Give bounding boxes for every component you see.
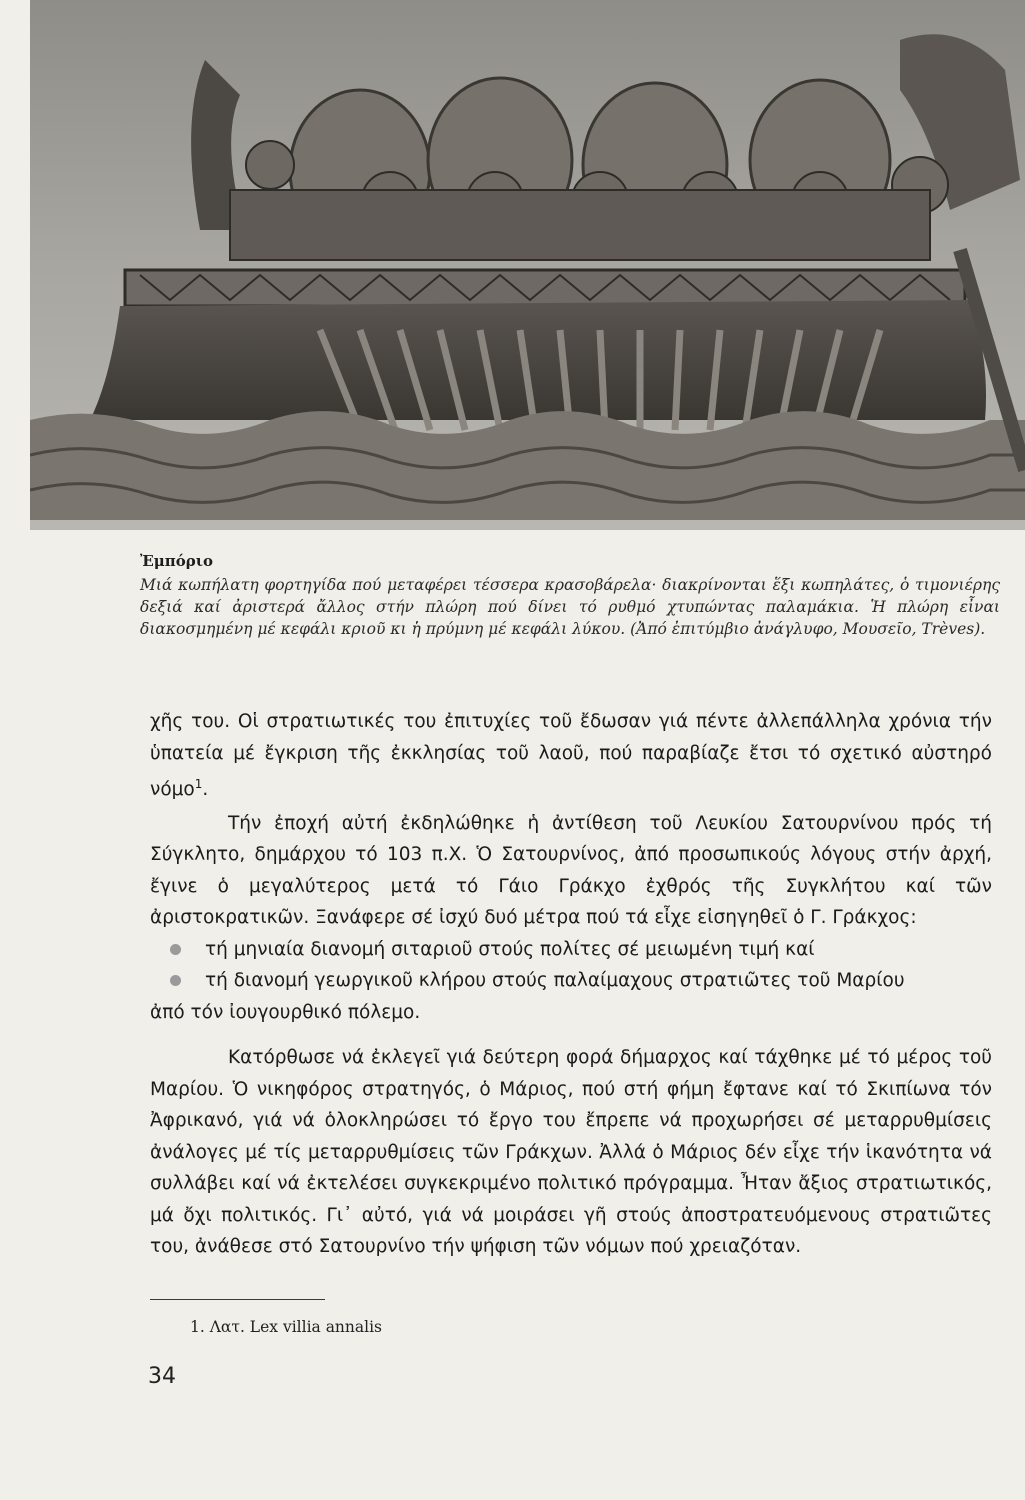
figure-title: Ἐμπόριο	[140, 552, 213, 570]
relief-photo	[30, 0, 1025, 530]
paragraph-1-text: χῆς του. Οἱ στρατιωτικές του ἐπιτυχίες τοῦ ἔδωσαν γιά πέντε ἀλλεπάλληλα χρόνια τήν ὑπατεία μέ ἔγκριση τῆς ἐκκλησίας τοῦ λαοῦ, πού παραβίαζε ἔτσι τό σχετικό αὐστηρό νόμο	[150, 711, 992, 801]
bullet-item-1	[150, 934, 992, 966]
footnote: 1. Λατ. Lex villia annalis	[190, 1318, 383, 1336]
paragraph-3: Κατόρθωσε νά ἐκλεγεῖ γιά δεύτερη φορά δήμαρχος καί τάχθηκε μέ τό μέρος τοῦ Μαρίου. Ὁ νικηφόρος στρατηγός, ὁ Μάριος, πού στή φήμη ἔφτανε καί τό Σκιπίωνα τόν Ἀφρικανό, γιά νά ὁλοκληρώσει τό ἔργο του ἔπρεπε νά προχωρήσει σέ μεταρρυθμίσεις ἀνάλογες μέ τίς μεταρρυθμίσεις τῶν Γράκχων. Ἀλλά ὁ Μάριος δέν εἶχε τήν ἱκανότητα νά συλλάβει καί νά ἐκτελέσει συγκεκριμένο πολιτικό πρόγραμμα. Ἦταν ἄξιος στρατιωτικός, μά ὄχι πολιτικός. Γι᾿ αὐτό, γιά νά μοιράσει γῆ στούς ἀποστρατευόμενους στρατιῶτες του, ἀνάθεσε στό Σατουρνίνο τήν ψήφιση τῶν νόμων πού χρειαζόταν.	[150, 1047, 992, 1258]
page-number: 34	[148, 1364, 176, 1389]
figure-caption	[140, 552, 1000, 640]
bullet-item-1-text: τή μηνιαία διανομή σιταριοῦ στούς πολίτες σέ μειωμένη τιμή καί	[205, 938, 815, 960]
footnote-ref: 1	[194, 777, 203, 791]
footnote-divider	[150, 1299, 325, 1300]
bullet-item-2-continuation: ἀπό τόν ἰουγουρθικό πόλεμο.	[150, 1001, 421, 1023]
bullet-item-2-text: τή διανομή γεωργικοῦ κλήρου στούς παλαίμαχους στρατιῶτες τοῦ Μαρίου	[205, 970, 905, 992]
paragraph-2: Τήν ἐποχή αὐτή ἐκδηλώθηκε ἡ ἀντίθεση τοῦ Λευκίου Σατουρνίνου πρός τή Σύγκλητο, δημάρχου τό 103 π.Χ. Ὁ Σατουρνίνος, ἀπό προσωπικούς λόγους στήν ἀρχή, ἔγινε ὁ μεγαλύτερος μετά τό Γάιο Γράκχο ἐχθρός τῆς Συγκλήτου καί τῶν ἀριστοκρατικῶν. Ξανάφερε σέ ἰσχύ δυό μέτρα πού τά εἶχε εἰσηγηθεῖ ὁ Γ. Γράκχος:	[150, 812, 992, 929]
paragraph-1	[150, 706, 992, 806]
figure-caption-text: Μιά κωπήλατη φορτηγίδα πού μεταφέρει τέσσερα κρασοβάρελα· διακρίνονται ἕξι κωπηλάτες, ὁ τιμονιέρης δεξιά καί ἀριστερά ἄλλος στήν πλώρη πού δίνει τό ρυθμό χτυπώντας παλαμάκια. Ἡ πλώρη εἶναι διακοσμημένη μέ κεφάλι κριοῦ κι ἡ πρύμνη μέ κεφάλι λύκου. (Ἀπό ἐπιτύμβιο ἀνάγλυφο, Μουσεῖο, Trèves).	[140, 576, 1000, 638]
bullet-icon	[170, 975, 181, 986]
bullet-item-2	[150, 965, 992, 997]
body-text	[150, 706, 992, 1263]
bullet-icon	[170, 944, 181, 955]
paragraph-1-end: .	[202, 779, 209, 801]
